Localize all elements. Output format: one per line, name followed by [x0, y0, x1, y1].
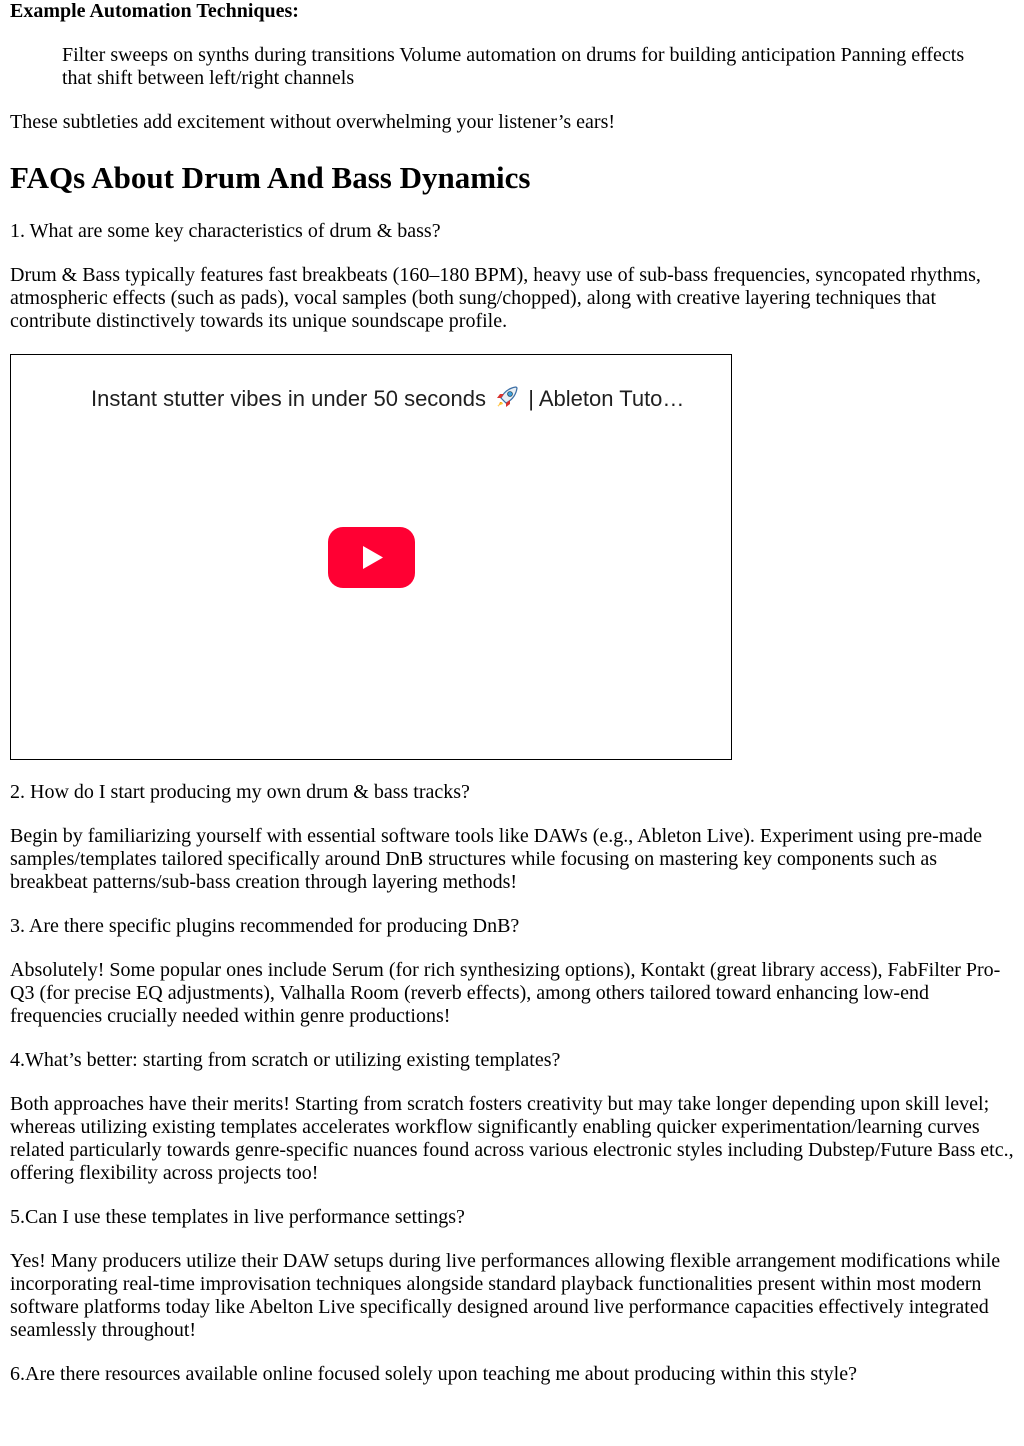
faq-question-6: 6.Are there resources available online focused solely upon teaching me about producing within this style? [10, 1363, 857, 1385]
faq-answer-1: Drum & Bass typically features fast breakbeats (160–180 BPM), heavy use of sub-bass frequencies, syncopated rhythms, atmospheric effects (such as pads), vocal samples (both sung/chopped), along with creative layering techniques that contribute distinctively towards its unique soundscape profile. [10, 264, 981, 332]
faq-question-3: 3. Are there specific plugins recommended for producing DnB? [10, 915, 520, 937]
rocket-icon [494, 384, 520, 410]
faq-question-1: 1. What are some key characteristics of drum & bass? [10, 220, 441, 242]
automation-list: Filter sweeps on synths during transitions Volume automation on drums for building anticipation Panning effects that shift between left/right channels [62, 44, 965, 89]
faq-answer-4: Both approaches have their merits! Starting from scratch fosters creativity but may take longer depending upon skill level; whereas utilizing existing templates accelerates workflow significantly enabling quicker experimentation/learning curves related particularly towards genre-specific nuances found across various electronic styles including Dubstep/Future Bass etc., offering flexibility across projects too! [10, 1093, 1014, 1184]
faq-answer-3: Absolutely! Some popular ones include Serum (for rich synthesizing options), Kontakt (great library access), FabFilter Pro-Q3 (for precise EQ adjustments), Valhalla Room (reverb effects), among others tailored toward enhancing low-end frequencies crucially needed within genre productions! [10, 959, 1001, 1027]
video-title[interactable] [91, 384, 684, 412]
youtube-play-icon[interactable] [328, 527, 415, 588]
faq-question-5: 5.Can I use these templates in live performance settings? [10, 1206, 465, 1228]
faq-question-2: 2. How do I start producing my own drum & bass tracks? [10, 781, 470, 803]
video-title-suffix: | Ableton Tuto… [528, 386, 685, 411]
video-embed[interactable] [10, 354, 732, 760]
faq-question-4: 4.What’s better: starting from scratch or utilizing existing templates? [10, 1049, 561, 1071]
automation-closing: These subtleties add excitement without overwhelming your listener’s ears! [10, 111, 616, 133]
faq-answer-5: Yes! Many producers utilize their DAW setups during live performances allowing flexible arrangement modifications while incorporating real-time improvisation techniques alongside standard playback functionalities present within most modern software platforms today like Abelton Live specifically designed around live performance capacities effectively integrated seamlessly throughout! [10, 1250, 1001, 1341]
automation-heading: Example Automation Techniques: [10, 0, 299, 22]
faq-answer-2: Begin by familiarizing yourself with essential software tools like DAWs (e.g., Ableton Live). Experiment using pre-made samples/templates tailored specifically around DnB structures while focusing on mastering key components such as breakbeat patterns/sub-bass creation through layering methods! [10, 825, 983, 893]
video-title-text: Instant stutter vibes in under 50 seconds [91, 386, 487, 411]
faq-title: FAQs About Drum And Bass Dynamics [10, 160, 531, 195]
